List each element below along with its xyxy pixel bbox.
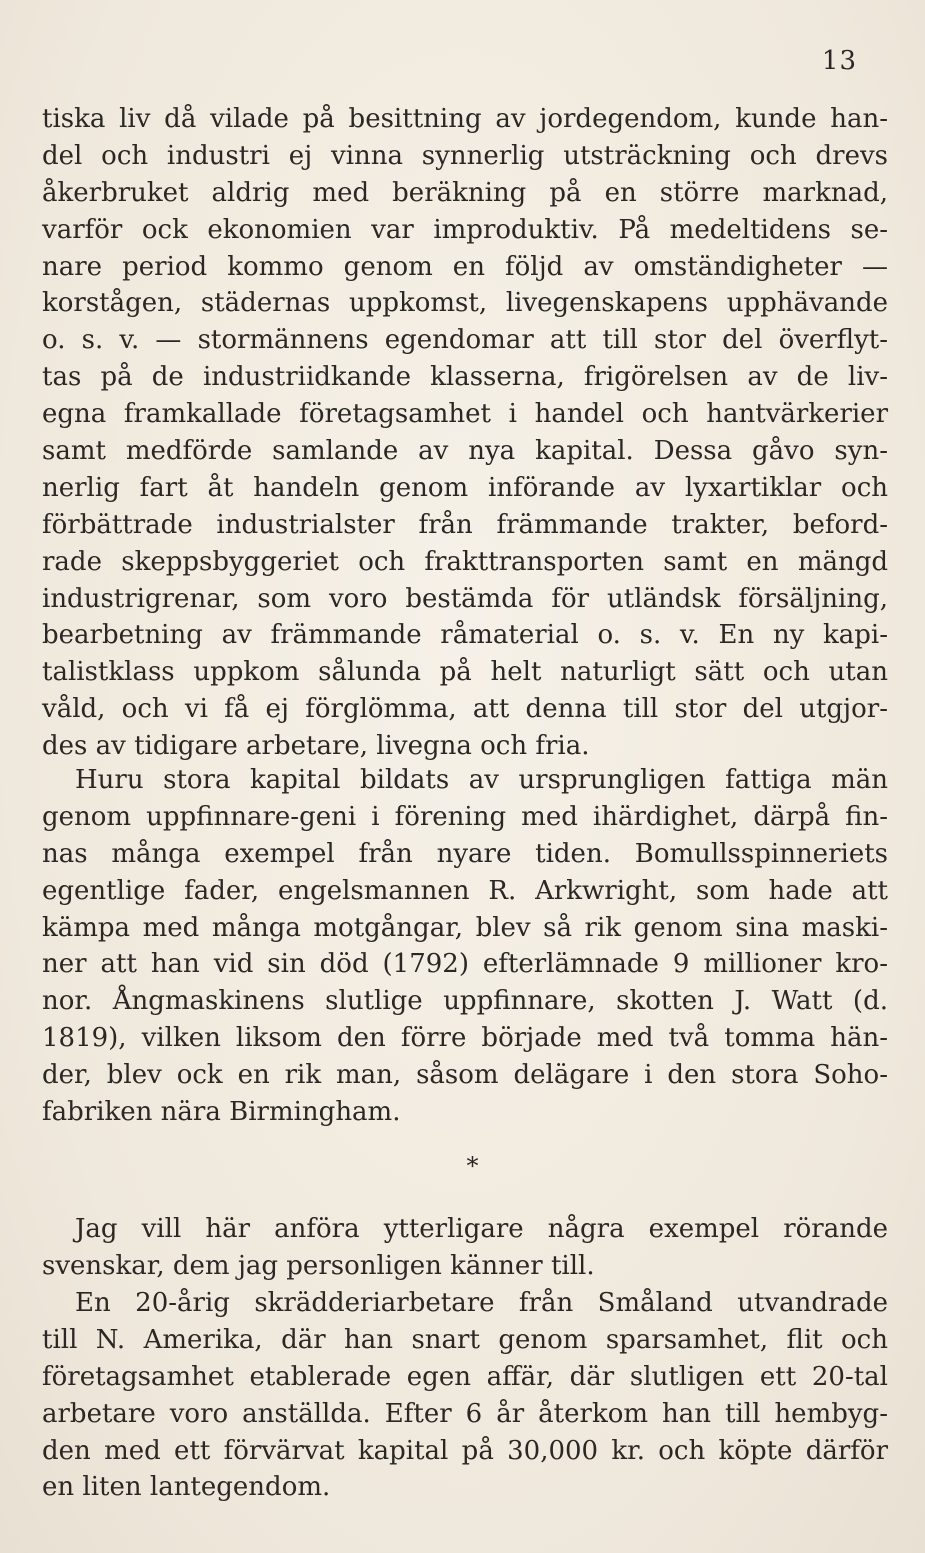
text-line: Huru stora kapital bildats av ursprungligen fattiga män bbox=[75, 765, 888, 795]
text-line: egna framkallade företagsamhet i handel och hantvärkerier bbox=[42, 399, 888, 430]
text-line: der, blev ock en rik man, såsom delägare i den stora Soho- bbox=[42, 1060, 888, 1091]
text-line: 1819), vilken liksom den förre började med två tomma hän- bbox=[42, 1023, 888, 1054]
text-line: åkerbruket aldrig med beräkning på en större marknad, bbox=[42, 177, 888, 208]
paragraph-3 bbox=[42, 1211, 888, 1285]
text-line: fabriken nära Birmingham. bbox=[42, 1097, 401, 1128]
text-line: del och industri ej vinna synnerlig utsträckning och drevs bbox=[42, 140, 888, 171]
text-line: En 20-årig skrädderiarbetare från Småland utvandrade bbox=[75, 1288, 888, 1318]
text-line: rade skeppsbyggeriet och frakttransporten samt en mängd bbox=[42, 546, 888, 577]
text-line: samt medförde samlande av nya kapital. Dessa gåvo syn- bbox=[42, 436, 888, 467]
text-line: nerlig fart åt handeln genom införande av lyxartiklar och bbox=[42, 472, 888, 503]
text-line: nor. Ångmaskinens slutlige uppfinnare, skotten J. Watt (d. bbox=[42, 986, 888, 1017]
text-line: bearbetning av främmande råmaterial o. s. v. En ny kapi- bbox=[42, 620, 888, 651]
text-line: den med ett förvärvat kapital på 30,000 kr. och köpte därför bbox=[42, 1435, 888, 1466]
text-line: förbättrade industrialster från främmande trakter, beford- bbox=[42, 509, 888, 540]
text-line: våld, och vi få ej förglömma, att denna till stor del utgjor- bbox=[42, 694, 888, 725]
text-line: svenskar, dem jag personligen känner till. bbox=[42, 1250, 595, 1281]
text-line: des av tidigare arbetare, livegna och fria. bbox=[42, 731, 590, 762]
text-line: varför ock ekonomien var improduktiv. På medeltidens se- bbox=[42, 214, 888, 245]
text-line: ner att han vid sin död (1792) efterlämnade 9 millioner kro- bbox=[42, 949, 888, 980]
text-line: tiska liv då vilade på besittning av jordegendom, kunde han- bbox=[42, 104, 888, 134]
page-number: 13 bbox=[821, 46, 857, 76]
text-line: företagsamhet etablerade egen affär, där slutligen ett 20-tal bbox=[42, 1361, 888, 1392]
section-separator-asterisk: * bbox=[466, 1152, 479, 1180]
text-line: industrigrenar, som voro bestämda för utländsk försäljning, bbox=[42, 583, 888, 614]
text-line: Jag vill här anföra ytterligare några exempel rörande bbox=[75, 1214, 888, 1244]
text-line: till N. Amerika, där han snart genom sparsamhet, flit och bbox=[42, 1324, 888, 1355]
text-line: talistklass uppkom sålunda på helt naturligt sätt och utan bbox=[42, 657, 888, 688]
text-line: en liten lantegendom. bbox=[42, 1472, 331, 1503]
text-line: arbetare voro anställda. Efter 6 år återkom han till hembyg- bbox=[42, 1398, 888, 1429]
paragraph-2 bbox=[42, 762, 888, 1131]
text-line: egentlige fader, engelsmannen R. Arkwright, som hade att bbox=[42, 875, 888, 906]
paragraph-1 bbox=[42, 101, 888, 765]
text-line: nas många exempel från nyare tiden. Bomullsspinneriets bbox=[42, 838, 888, 869]
text-line: nare period kommo genom en följd av omständigheter — bbox=[42, 251, 888, 282]
text-line: genom uppfinnare-geni i förening med ihärdighet, därpå fin- bbox=[42, 801, 888, 832]
text-line: tas på de industriidkande klasserna, frigörelsen av de liv- bbox=[42, 362, 888, 393]
paragraph-4 bbox=[42, 1285, 888, 1506]
text-line: o. s. v. — stormännens egendomar att till stor del överflyt- bbox=[42, 325, 888, 356]
text-line: korstågen, städernas uppkomst, livegenskapens upphävande bbox=[42, 288, 888, 319]
text-line: kämpa med många motgångar, blev så rik genom sina maski- bbox=[42, 912, 888, 943]
